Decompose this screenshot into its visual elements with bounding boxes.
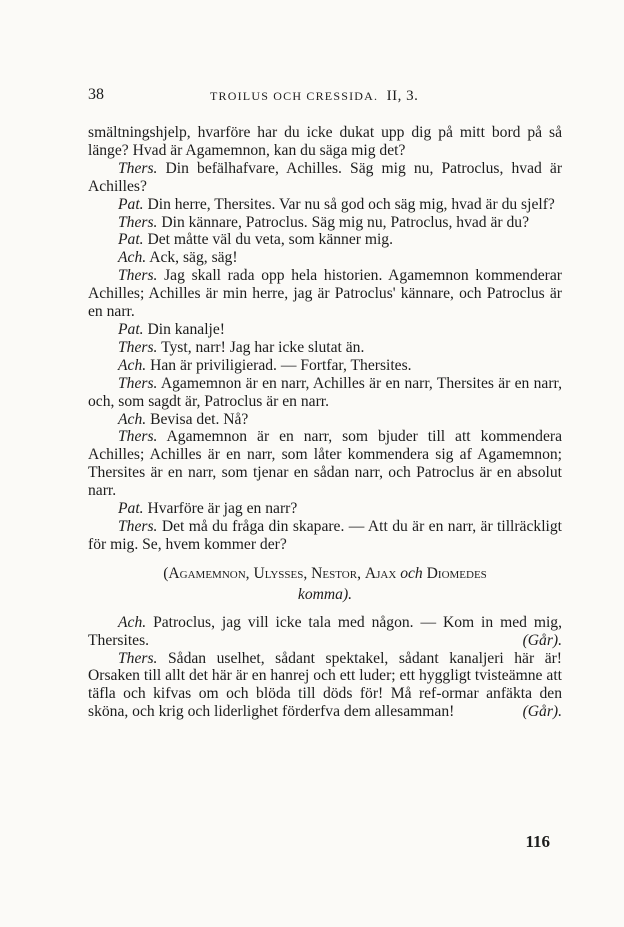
speech <box>88 196 562 214</box>
speaker-name: Thers. <box>118 374 158 392</box>
speaker-name: Pat. <box>118 195 144 213</box>
speaker-name: Thers. <box>118 428 158 446</box>
paragraph-continued: smältningshjelp, hvarföre har du icke dukat upp dig på mitt bord på så länge? Hvad är Agamemnon, kan du säga mig det? <box>88 124 562 159</box>
running-title <box>210 88 418 105</box>
speech <box>88 267 562 321</box>
stage-komma: komma). <box>297 585 353 603</box>
speaker-name: Pat. <box>118 320 144 338</box>
speaker-name: Thers. <box>118 517 158 535</box>
speech <box>88 375 562 411</box>
speech-text: Han är priviligierad. — Fortfar, Thersites. <box>150 356 412 374</box>
speech <box>88 160 562 196</box>
exit-direction: (Går). <box>522 631 562 649</box>
speech-text: Din befälhafvare, Achilles. Säg mig nu, Patroclus, hvad är Achilles? <box>88 159 563 195</box>
signature-mark: 116 <box>525 832 550 851</box>
exit-direction: (Går). <box>522 703 562 721</box>
speech <box>88 411 562 429</box>
speaker-name: Pat. <box>118 500 144 518</box>
speech-text: Din herre, Thersites. Var nu så god och säg mig, hvad är du sjelf? <box>147 195 555 213</box>
character-nestor: Nestor <box>311 564 358 582</box>
speech <box>88 249 562 267</box>
act-scene: II, 3. <box>386 88 419 104</box>
speech-text: Hvarföre är jag en narr? <box>147 500 298 518</box>
speech <box>88 518 562 554</box>
speech-text: Din kännare, Patroclus. Säg mig nu, Patroclus, hvad är du? <box>161 213 530 231</box>
main-text <box>88 124 562 721</box>
character-ajax: Ajax <box>364 564 397 582</box>
character-diomedes: Diomedes <box>426 564 487 582</box>
speaker-name: Thers. <box>118 649 158 667</box>
stage-direction: (Agamemnon, Ulysses, Nestor, Ajax och Diomedes komma). <box>163 564 487 603</box>
speech <box>88 650 562 722</box>
speaker-name: Thers. <box>118 213 158 231</box>
speech <box>88 231 562 249</box>
running-header <box>88 86 550 110</box>
speech-text: Tyst, narr! Jag har icke slutat än. <box>161 338 365 356</box>
speech <box>88 214 562 232</box>
speech <box>88 321 562 339</box>
speaker-name: Pat. <box>118 231 144 249</box>
speaker-name: Ach. <box>118 613 147 631</box>
speech-text: Bevisa det. Nå? <box>150 410 249 428</box>
speaker-name: Ach. <box>118 410 147 428</box>
character-agamemnon: Agamemnon <box>168 564 246 582</box>
speech-text: Det må du fråga din skapare. — Att du är en narr, är tillräckligt för mig. Se, hvem kommer der? <box>88 517 562 553</box>
speech-text: Patroclus, jag vill icke tala med någon. — Kom in med mig, Thersites. <box>88 613 562 649</box>
speech-text: Agamemnon är en narr, som bjuder till att kommendera Achilles; Achilles är en narr, som låter kommendera sig af Agamemnon; Thersites är en narr, som tjenar en sådan narr, och Patroclus är en absolut narr. <box>88 428 562 500</box>
speech-text: Det måtte väl du veta, som känner mig. <box>147 231 394 249</box>
speech-text: Jag skall rada opp hela historien. Agamemnon kommenderar Achilles; Achilles är min herre, jag är Patroclus' kännare, och Patroclus är en narr. <box>88 267 562 321</box>
speech-text: Agamemnon är en narr, Achilles är en narr, Thersites är en narr, och, som sagdt är, Patroclus är en narr. <box>88 374 563 410</box>
speaker-name: Thers. <box>118 338 158 356</box>
speaker-name: Thers. <box>118 267 158 285</box>
speaker-name: Ach. <box>118 249 147 267</box>
speaker-name: Thers. <box>118 159 158 177</box>
speech <box>88 428 562 500</box>
speech <box>88 614 562 650</box>
speech <box>88 500 562 518</box>
speech-text: Din kanalje! <box>147 320 225 338</box>
book-title: TROILUS OCH CRESSIDA. <box>210 89 379 103</box>
speech <box>88 339 562 357</box>
character-ulysses: Ulysses <box>253 564 304 582</box>
page-number: 38 <box>88 86 104 103</box>
speech-text: Sådan uselhet, sådant spektakel, sådant kanaljeri här är! Orsaken till allt det här är en hanrej och ett luder; ett hyggligt tvisteämne att täfla och kifvas om och blöda till döds för! Må ref-ormar anfäkta den sköna, och krig och liderlighet förderfva dem allesamman! <box>88 649 562 721</box>
speaker-name: Ach. <box>118 356 147 374</box>
speech <box>88 357 562 375</box>
speech-text: Ack, säg, säg! <box>149 249 238 267</box>
